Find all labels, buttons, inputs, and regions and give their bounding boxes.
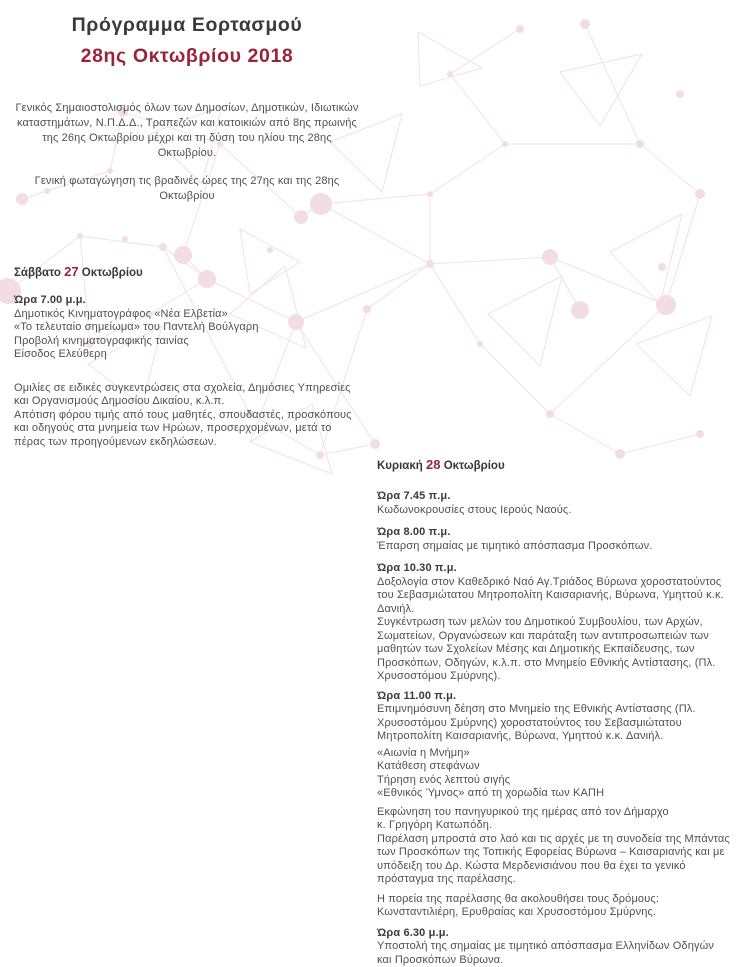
event-bells: Κωδωνοκρουσίες στους Ιερούς Ναούς.	[377, 503, 572, 516]
parade-route: Η πορεία της παρέλασης θα ακολουθήσει τους δρόμους: Κωνσταντιλιέρη, Ερυθραίας και Χρυσοστόμου Σμύρνης.	[377, 892, 660, 918]
mayor-name: κ. Γρηγόρη Κατωπόδη.	[377, 819, 493, 831]
event-line-cinema: Δημοτικός Κινηματογράφος «Νέα Ελβετία»	[14, 307, 228, 320]
sunday-heading	[377, 458, 731, 473]
rite-minute-silence: Τήρηση ενός λεπτού σιγής	[377, 773, 511, 786]
rite-wreath-laying: Κατάθεση στεφάνων	[377, 760, 480, 772]
event-doxology: Δοξολογία στον Καθεδρικό Ναό Αγ.Τριάδος Βύρωνα χοροστατούντος του Σεβασμιώτατου Μητροπολίτη Καισαριανής, Βύρωνα, Υμηττού κ.κ. Δανιήλ.	[377, 575, 724, 615]
program-page	[0, 14, 737, 966]
rite-eternal-memory: «Αιωνία η Μνήμη»	[377, 746, 470, 759]
intro-paragraph-lights: Γενική φωταγώγηση τις βραδινές ώρες της 27ης και της 28ης Οκτωβρίου	[34, 175, 340, 202]
time-heading-630pm: Ώρα 6.30 μ.μ.	[377, 926, 449, 939]
event-line-screening: Προβολή κινηματογραφικής ταινίας	[14, 334, 189, 347]
saturday-heading	[14, 265, 360, 280]
event-line-film-title: «Το τελευταίο σημείωμα» του Παντελή Βούλγαρη	[14, 321, 259, 333]
right-column	[377, 458, 731, 967]
day-name: Κυριακή	[377, 460, 423, 472]
parade-description: Παρέλαση μπροστά στο λαό και τις αρχές με τη συνοδεία της Μπάντας των Προσκόπων της Τοπικής Εφορείας Βύρωνα – Καισαριανής και με υπόδειξη του Δρ. Κώστα Μερδενισιάνου που θα έχει το γενικό πρόσταγμα της παρέλασης.	[377, 832, 730, 885]
closing-paragraph-tribute: Απότιση φόρου τιμής από τους μαθητές, σπουδαστές, προσκόπους και οδηγούς στα μνημεία των Ηρώων, προσερχομένων, μετά το πέρας των προηγούμενων εκδηλώσεων.	[14, 408, 352, 448]
month-name: Οκτωβρίου	[443, 460, 505, 472]
time-heading-1100am: Ώρα 11.00 π.μ.	[377, 689, 457, 702]
event-flag-raising: Έπαρση σημαίας με τιμητικό απόσπασμα Προσκόπων.	[377, 539, 653, 552]
event-memorial-prayer: Επιμνημόσυνη δέηση στο Μνημείο της Εθνικής Αντίστασης (Πλ. Χρυσοστόμου Σμύρνης) χοροστατούντος του Σεβασμιώτατου Μητροπολίτη Καισαριανής, Βύρωνα, Υμηττού κ.κ. Δανιήλ.	[377, 703, 696, 742]
left-column	[14, 14, 360, 449]
day-number: 28	[426, 457, 441, 472]
speech-announcement: Εκφώνηση του πανηγυρικού της ημέρας από τον Δήμαρχο	[377, 805, 669, 818]
closing-paragraph-speeches: Ομιλίες σε ειδικές συγκεντρώσεις στα σχολεία, Δημόσιες Υπηρεσίες και Οργανισμούς Δημοσίου Δικαίου, κ.λ.π.	[14, 381, 351, 407]
page-title: Πρόγραμμα Εορτασμού	[71, 14, 303, 36]
intro-paragraph-flags: Γενικός Σημαιοστολισμός όλων των Δημοσίων, Δημοτικών, Ιδιωτικών καταστημάτων, Ν.Π.Δ.Δ., Τραπεζών και κατοικιών από 8ης πρωινής της 26ης Οκτωβρίου μέχρι και τη δύση του ηλίου της 28ης Οκτωβρίου.	[15, 102, 359, 159]
page-subtitle: 28ης Οκτωβρίου 2018	[80, 45, 294, 67]
rite-national-anthem: «Εθνικός Ύμνος» από τη χορωδία των ΚΑΠΗ	[377, 787, 605, 799]
day-number: 27	[64, 264, 79, 279]
day-name: Σάββατο	[14, 267, 61, 279]
time-heading-1030am: Ώρα 10.30 π.μ.	[377, 562, 457, 574]
time-heading-745am: Ώρα 7.45 π.μ.	[377, 490, 451, 502]
event-line-free-entry: Είσοδος Ελεύθερη	[14, 348, 107, 360]
month-name: Οκτωβρίου	[81, 267, 143, 279]
event-gathering: Συγκέντρωση των μελών του Δημοτικού Συμβουλίου, των Αρχών, Σωματείων, Οργανώσεων και παράταξη των αντιπροσωπειών των μαθητών των Σχολείων Μέσης και Δημοτικής Εκπαίδευσης, των Προσκόπων, Οδηγών, κ.λ.π. στο Μνημείο Εθνικής Αντίστασης, (Πλ. Χρυσοστόμου Σμύρνης).	[377, 616, 716, 682]
time-heading-800am: Ώρα 8.00 π.μ.	[377, 526, 451, 538]
event-flag-lowering: Υποστολή της σημαίας με τιμητικό απόσπασμα Ελληνίδων Οδηγών και Προσκόπων Βύρωνα.	[377, 940, 714, 966]
time-heading-700pm: Ώρα 7.00 μ.μ.	[14, 294, 86, 306]
